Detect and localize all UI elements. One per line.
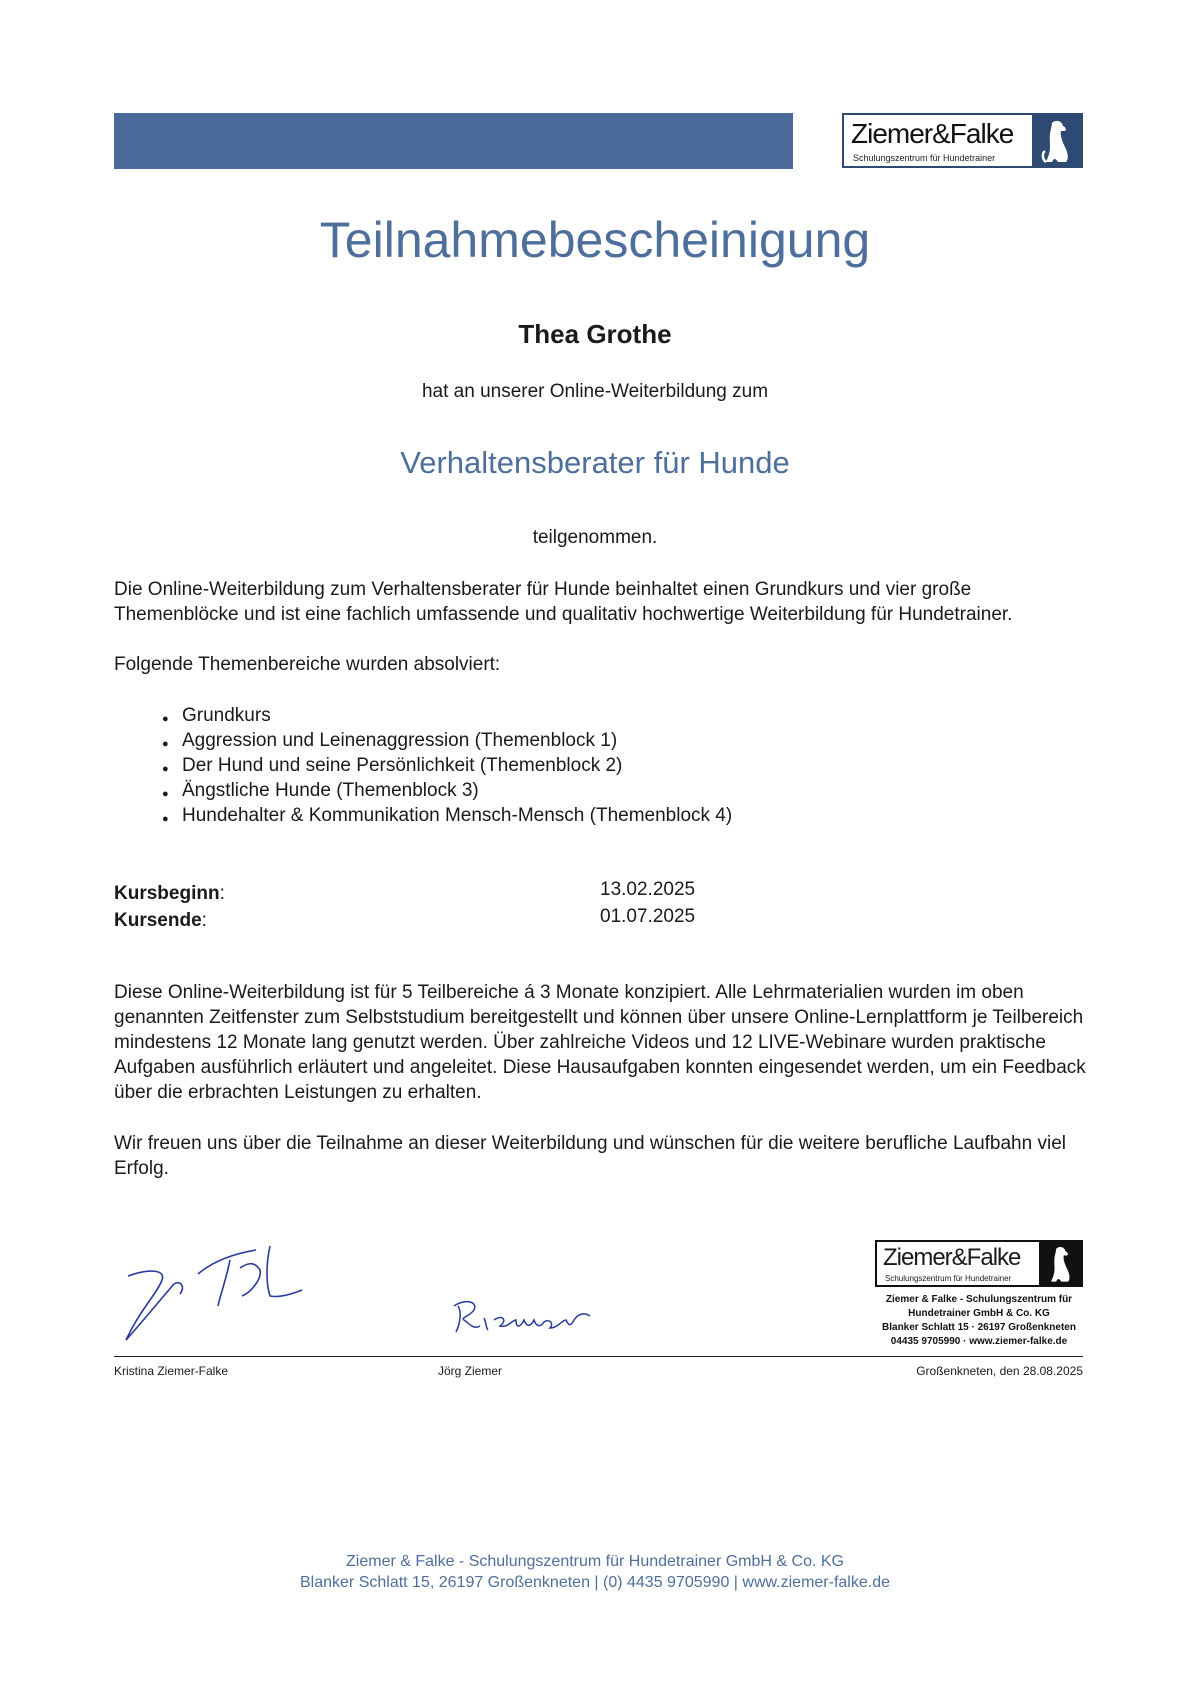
- start-date-label: [114, 881, 225, 906]
- intro-text: hat an unserer Online-Weiterbildung zum: [421, 381, 769, 402]
- place-date: Großenkneten, den 28.08.2025: [916, 1364, 1083, 1378]
- company-logo: [842, 113, 1083, 168]
- stamp-line: Hundetrainer GmbH & Co. KG: [908, 1308, 1050, 1319]
- signer-middle: Jörg Ziemer: [438, 1364, 503, 1378]
- signer-left: Kristina Ziemer-Falke: [114, 1364, 229, 1378]
- footer-company: Ziemer & Falke - Schulungszentrum für Hundetrainer GmbH & Co. KG: [346, 1553, 844, 1570]
- logo-tagline: Schulungszentrum für Hundetrainer: [853, 153, 996, 163]
- topics-list: [140, 703, 1040, 828]
- header-bar: [114, 113, 793, 169]
- logo-brand: Ziemer&Falke: [851, 118, 1014, 149]
- page-title: Teilnahmebescheinigung: [319, 212, 871, 268]
- closing-text: Wir freuen uns über die Teilnahme an dieser Weiterbildung und wünschen für die weitere berufliche Laufbahn viel Erfolg.: [114, 1133, 1066, 1179]
- list-item: ● Ängstliche Hunde (Themenblock 3): [140, 778, 1040, 803]
- label-separator: :: [201, 910, 207, 931]
- stamp-tagline: Schulungszentrum für Hundetrainer: [885, 1274, 1012, 1283]
- description-text: Die Online-Weiterbildung zum Verhaltensberater für Hunde beinhaltet einen Grundkurs und vier große Themenblöcke und ist eine fachlich umfassende und qualitativ hochwertige Weiterbildung für Hundetrainer.: [114, 579, 1013, 625]
- stamp-line: 04435 9705990 · www.ziemer-falke.de: [890, 1336, 1068, 1347]
- dog-icon: [1039, 1242, 1081, 1285]
- label-separator: :: [219, 883, 225, 904]
- dog-icon: [1032, 115, 1081, 166]
- stamp-brand: Ziemer&Falke: [883, 1244, 1021, 1271]
- company-stamp: [875, 1240, 1083, 1352]
- course-name: Verhaltensberater für Hunde: [400, 445, 790, 480]
- end-date-label: [114, 908, 207, 933]
- stamp-logo: [875, 1240, 1083, 1287]
- signature-joerg: [450, 1290, 600, 1340]
- participant-name: Thea Grothe: [518, 319, 672, 349]
- footer-address: Blanker Schlatt 15, 26197 Großenkneten | (0) 4435 9705990 | www.ziemer-falke.de: [300, 1574, 890, 1591]
- closing-paragraph: [114, 1131, 1089, 1181]
- details-paragraph: [114, 980, 1089, 1105]
- list-item: ● Hundehalter & Kommunikation Mensch-Mensch (Themenblock 4): [140, 803, 1040, 828]
- outro-text: teilgenommen.: [532, 527, 658, 548]
- stamp-address: [875, 1293, 1083, 1349]
- stamp-line: Blanker Schlatt 15 · 26197 Großenkneten: [882, 1322, 1076, 1333]
- start-label-text: Kursbeginn: [114, 883, 220, 904]
- list-item: ● Grundkurs: [140, 703, 1040, 728]
- end-label-text: Kursende: [114, 910, 202, 931]
- list-item: ● Der Hund und seine Persönlichkeit (Themenblock 2): [140, 753, 1040, 778]
- topics-heading: Folgende Themenbereiche wurden absolviert:: [114, 654, 501, 675]
- start-date-value: 13.02.2025: [600, 879, 696, 900]
- details-text: Diese Online-Weiterbildung ist für 5 Teilbereiche á 3 Monate konzipiert. Alle Lehrmaterialien wurden im oben genannten Zeitfenster zum Selbststudium bereitgestellt und können über unsere Online-Lernplattform je Teilbereich mindestens 12 Monate lang genutzt werden. Über zahlreiche Videos und 12 LIVE-Webinare wurden praktische Aufgaben ausführlich erläutert und angeleitet. Diese Hausaufgaben konnten eingesendet werden, um ein Feedback über die erbrachten Leistungen zu erhalten.: [114, 982, 1086, 1103]
- stamp-line: Ziemer & Falke - Schulungszentrum für: [885, 1294, 1073, 1305]
- signature-kristina: [120, 1240, 320, 1350]
- end-date-value: 01.07.2025: [600, 906, 696, 927]
- list-item: ● Aggression und Leinenaggression (Themenblock 1): [140, 728, 1040, 753]
- signature-line: [114, 1356, 1083, 1357]
- description-paragraph: [114, 577, 1089, 627]
